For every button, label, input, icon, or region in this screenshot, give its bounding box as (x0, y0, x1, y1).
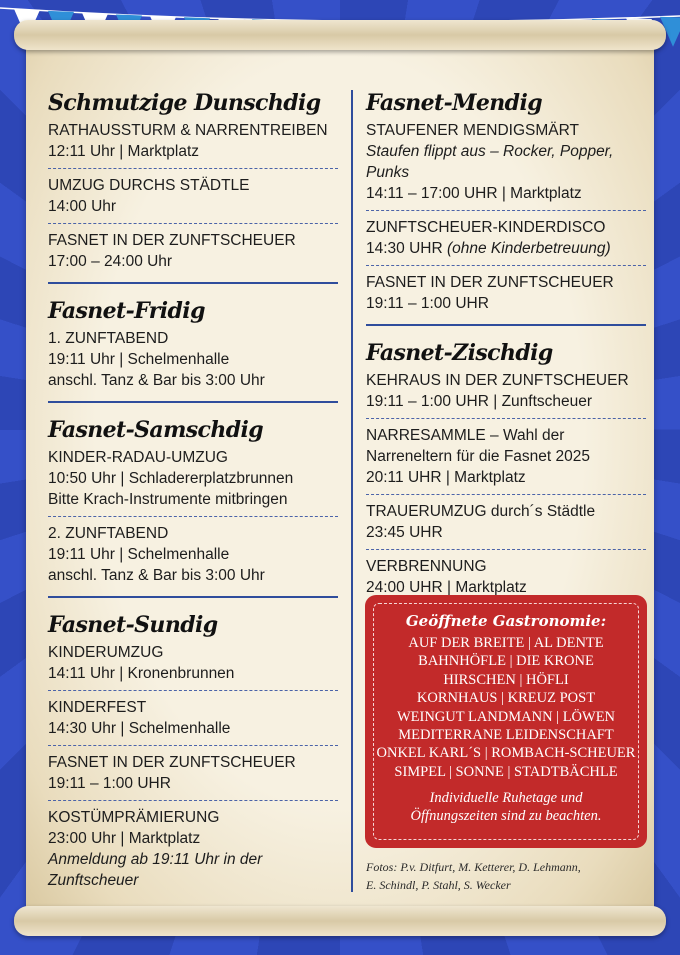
section-separator (48, 282, 338, 284)
gastronomy-line: HIRSCHEN | HÖFLI (443, 671, 569, 688)
event-line: 14:11 – 17:00 UHR | Marktplatz (366, 185, 582, 202)
gastronomy-line: AUF DER BREITE | AL DENTE (408, 635, 604, 651)
event-line: 20:11 UHR | Marktplatz (366, 469, 526, 486)
event-line: KEHRAUS IN DER ZUNFTSCHEUER (366, 372, 629, 389)
schedule-right-column (366, 86, 646, 620)
dashed-separator (366, 494, 646, 495)
event-entry (48, 328, 338, 397)
event-entry (48, 120, 338, 168)
event-note: Anmeldung ab 19:11 Uhr in der Zunftscheuer (48, 851, 263, 889)
event-entry (48, 697, 338, 745)
day-heading: Schmutzige Dunschdig (48, 90, 321, 116)
section-separator (48, 596, 338, 598)
event-entry (48, 230, 338, 278)
event-line: 19:11 Uhr | Schelmenhalle (48, 546, 230, 563)
column-divider (351, 90, 353, 892)
event-line: 23:00 Uhr | Marktplatz (48, 830, 201, 847)
event-entry (366, 217, 646, 265)
day-heading: Fasnet-Samschdig (48, 417, 264, 443)
dashed-separator (366, 418, 646, 419)
event-entry (48, 175, 338, 223)
event-line: 14:00 Uhr (48, 198, 117, 215)
dashed-separator (48, 516, 338, 517)
event-entry (366, 120, 646, 210)
photo-credits (366, 858, 646, 894)
event-line: KINDERUMZUG (48, 644, 164, 661)
day-heading: Fasnet-Mendig (366, 90, 543, 116)
dashed-separator (366, 210, 646, 211)
event-entry (48, 523, 338, 592)
event-line: FASNET IN DER ZUNFTSCHEUER (366, 274, 614, 291)
section-separator (366, 324, 646, 326)
day-heading: Fasnet-Sundig (48, 612, 218, 638)
event-line: 12:11 Uhr | Marktplatz (48, 143, 200, 160)
event-entry (48, 807, 338, 897)
gastronomy-title: Geöffnete Gastronomie: (405, 612, 607, 630)
gastronomy-line: BAHNHÖFLE | DIE KRONE (418, 653, 594, 670)
event-entry (48, 447, 338, 516)
gastronomy-line: SIMPEL | SONNE | STADTBÄCHLE (394, 763, 618, 780)
dashed-separator (48, 800, 338, 801)
gastronomy-line: WEINGUT LANDMANN | LÖWEN (396, 708, 616, 725)
event-line: 1. ZUNFTABEND (48, 330, 169, 347)
event-line: 19:11 – 1:00 UHR | Zunftscheuer (366, 393, 593, 410)
event-line: KINDER-RADAU-UMZUG (48, 449, 228, 466)
event-line: 19:11 Uhr | Schelmenhalle (48, 351, 230, 368)
day-heading: Fasnet-Zischdig (366, 340, 553, 366)
dashed-separator (48, 168, 338, 169)
dashed-separator (48, 745, 338, 746)
event-subtitle: Staufen flippt aus – Rocker, Popper, Punks (366, 143, 614, 181)
event-entry (366, 272, 646, 320)
gastronomy-dashed-border (373, 603, 639, 840)
gastronomy-note-line: Öffnungszeiten sind zu beachten. (410, 808, 602, 825)
event-line: Bitte Krach-Instrumente mitbringen (48, 491, 288, 508)
scroll-roll-bottom (14, 906, 666, 936)
event-line: NARRESAMMLE – Wahl der (366, 427, 565, 444)
event-entry (366, 556, 646, 604)
event-line: KOSTÜMPRÄMIERUNG (48, 809, 220, 826)
event-line: TRAUERUMZUG durch´s Städtle (366, 503, 596, 520)
gastronomy-line: ONKEL KARL´S | ROMBACH-SCHEUER (376, 745, 636, 762)
event-entry (366, 501, 646, 549)
gastronomy-note-line: Individuelle Ruhetage und (429, 790, 583, 807)
dashed-separator (366, 265, 646, 266)
event-line: 19:11 – 1:00 UHR (366, 295, 489, 312)
dashed-separator (366, 549, 646, 550)
event-line: Narreneltern für die Fasnet 2025 (366, 448, 591, 465)
photo-credit-line: E. Schindl, P. Stahl, S. Wecker (366, 878, 511, 892)
event-line: 14:11 Uhr | Kronenbrunnen (48, 665, 235, 682)
dashed-separator (48, 223, 338, 224)
event-line: UMZUG DURCHS STÄDTLE (48, 177, 250, 194)
event-time (366, 238, 646, 259)
event-time-text: 14:30 UHR (366, 240, 447, 257)
event-entry (366, 425, 646, 494)
photo-credit-line: Fotos: P.v. Ditfurt, M. Ketterer, D. Lehmann, (366, 860, 581, 874)
schedule-left-column (48, 86, 338, 897)
gastronomy-line: KORNHAUS | KREUZ POST (416, 690, 596, 707)
gastronomy-box (368, 598, 644, 845)
event-line: 2. ZUNFTABEND (48, 525, 169, 542)
event-line: VERBRENNUNG (366, 558, 487, 575)
event-entry (366, 370, 646, 418)
event-line: FASNET IN DER ZUNFTSCHEUER (48, 754, 296, 771)
dashed-separator (48, 690, 338, 691)
event-line: anschl. Tanz & Bar bis 3:00 Uhr (48, 372, 265, 389)
event-line: 24:00 UHR | Marktplatz (366, 579, 527, 596)
event-line: 17:00 – 24:00 Uhr (48, 253, 173, 270)
event-line: 19:11 – 1:00 UHR (48, 775, 171, 792)
day-heading: Fasnet-Fridig (48, 298, 205, 324)
gastronomy-line: MEDITERRANE LEIDENSCHAFT (398, 727, 614, 744)
event-line: KINDERFEST (48, 699, 147, 716)
event-line: STAUFENER MENDIGSMÄRT (366, 122, 579, 139)
event-line: 14:30 Uhr | Schelmenhalle (48, 720, 231, 737)
event-line: 10:50 Uhr | Schladererplatzbrunnen (48, 470, 294, 487)
event-line: RATHAUSSTURM & NARRENTREIBEN (48, 122, 328, 139)
scroll-roll-top (14, 20, 666, 50)
event-line: anschl. Tanz & Bar bis 3:00 Uhr (48, 567, 265, 584)
event-time-note: (ohne Kinderbetreuung) (446, 240, 611, 257)
event-line: FASNET IN DER ZUNFTSCHEUER (48, 232, 296, 249)
section-separator (48, 401, 338, 403)
event-entry (48, 642, 338, 690)
event-entry (48, 752, 338, 800)
event-line: 23:45 UHR (366, 524, 443, 541)
event-line: ZUNFTSCHEUER-KINDERDISCO (366, 219, 606, 236)
